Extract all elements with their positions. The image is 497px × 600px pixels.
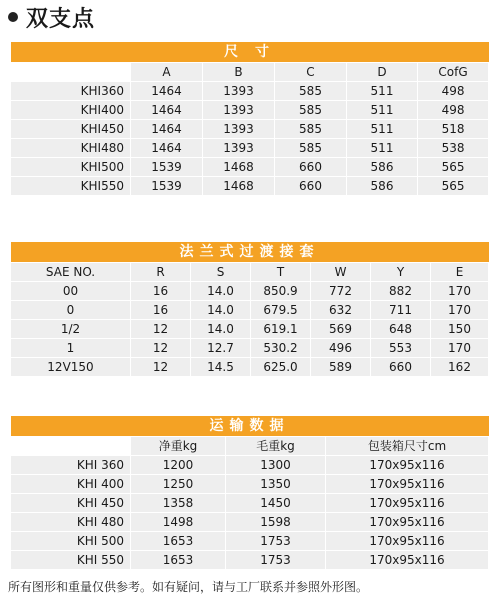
value-cell: 585 xyxy=(275,139,347,158)
value-cell: 882 xyxy=(371,282,431,301)
model-cell: KHI 480 xyxy=(11,513,131,532)
value-cell: 1753 xyxy=(226,532,326,551)
value-cell: 530.2 xyxy=(251,339,311,358)
value-cell: 1200 xyxy=(131,456,226,475)
value-cell: 14.0 xyxy=(191,301,251,320)
value-cell: 12 xyxy=(131,320,191,339)
column-header: W xyxy=(311,263,371,282)
value-cell: 170 xyxy=(431,282,489,301)
value-cell: 511 xyxy=(347,139,418,158)
value-cell: 1393 xyxy=(203,82,275,101)
sae-cell: 00 xyxy=(11,282,131,301)
table-row xyxy=(11,282,489,301)
value-cell: 1468 xyxy=(203,177,275,196)
table-row xyxy=(11,494,489,513)
dimensions-header-row xyxy=(11,63,489,82)
value-cell: 12 xyxy=(131,358,191,377)
value-cell: 498 xyxy=(418,82,489,101)
value-cell: 772 xyxy=(311,282,371,301)
column-header: B xyxy=(203,63,275,82)
value-cell: 660 xyxy=(275,177,347,196)
value-cell: 1753 xyxy=(226,551,326,570)
shipping-title: 运输数据 xyxy=(11,416,489,437)
model-cell: KHI 450 xyxy=(11,494,131,513)
column-header: R xyxy=(131,263,191,282)
value-cell: 498 xyxy=(418,101,489,120)
value-cell: 170x95x116 xyxy=(326,475,489,494)
table-row xyxy=(11,120,489,139)
value-cell: 518 xyxy=(418,120,489,139)
flange-table xyxy=(10,242,489,377)
sae-cell: 1/2 xyxy=(11,320,131,339)
value-cell: 170x95x116 xyxy=(326,513,489,532)
heading-text: 双支点 xyxy=(26,6,96,32)
value-cell: 511 xyxy=(347,82,418,101)
value-cell: 14.5 xyxy=(191,358,251,377)
flange-header-row xyxy=(11,263,489,282)
column-header: 包装箱尺寸cm xyxy=(326,437,489,456)
column-header: Y xyxy=(371,263,431,282)
value-cell: 1539 xyxy=(131,158,203,177)
value-cell: 14.0 xyxy=(191,282,251,301)
table-row xyxy=(11,456,489,475)
model-cell: KHI360 xyxy=(11,82,131,101)
value-cell: 1393 xyxy=(203,139,275,158)
value-cell: 586 xyxy=(347,158,418,177)
value-cell: 170x95x116 xyxy=(326,551,489,570)
table-row xyxy=(11,532,489,551)
column-header: T xyxy=(251,263,311,282)
column-header: C xyxy=(275,63,347,82)
table-row xyxy=(11,358,489,377)
value-cell: 1653 xyxy=(131,551,226,570)
value-cell: 1350 xyxy=(226,475,326,494)
value-cell: 648 xyxy=(371,320,431,339)
value-cell: 1539 xyxy=(131,177,203,196)
shipping-header-row xyxy=(11,437,489,456)
value-cell: 1653 xyxy=(131,532,226,551)
table-row xyxy=(11,301,489,320)
value-cell: 162 xyxy=(431,358,489,377)
column-header: 毛重kg xyxy=(226,437,326,456)
value-cell: 170x95x116 xyxy=(326,494,489,513)
value-cell: 170x95x116 xyxy=(326,532,489,551)
bullet-icon xyxy=(8,12,18,22)
column-header: CofG xyxy=(418,63,489,82)
value-cell: 660 xyxy=(371,358,431,377)
model-cell: KHI 400 xyxy=(11,475,131,494)
sae-cell: 1 xyxy=(11,339,131,358)
model-cell: KHI450 xyxy=(11,120,131,139)
value-cell: 569 xyxy=(311,320,371,339)
value-cell: 511 xyxy=(347,101,418,120)
value-cell: 711 xyxy=(371,301,431,320)
value-cell: 586 xyxy=(347,177,418,196)
table-row xyxy=(11,513,489,532)
footnote: 所有图形和重量仅供参考。如有疑问，请与工厂联系并参照外形图。 xyxy=(8,580,369,594)
table-row xyxy=(11,177,489,196)
value-cell: 619.1 xyxy=(251,320,311,339)
flange-title: 法兰式过渡接套 xyxy=(11,242,489,263)
value-cell: 660 xyxy=(275,158,347,177)
value-cell: 170 xyxy=(431,301,489,320)
value-cell: 1464 xyxy=(131,120,203,139)
column-header: A xyxy=(131,63,203,82)
value-cell: 1598 xyxy=(226,513,326,532)
value-cell: 496 xyxy=(311,339,371,358)
dimensions-title: 尺 寸 xyxy=(11,42,489,63)
model-cell: KHI480 xyxy=(11,139,131,158)
column-header: D xyxy=(347,63,418,82)
model-cell: KHI 500 xyxy=(11,532,131,551)
value-cell: 150 xyxy=(431,320,489,339)
header-blank xyxy=(11,437,131,456)
value-cell: 511 xyxy=(347,120,418,139)
table-row xyxy=(11,101,489,120)
model-cell: KHI550 xyxy=(11,177,131,196)
sae-cell: 12V150 xyxy=(11,358,131,377)
table-row xyxy=(11,475,489,494)
model-cell: KHI 360 xyxy=(11,456,131,475)
value-cell: 170x95x116 xyxy=(326,456,489,475)
value-cell: 1358 xyxy=(131,494,226,513)
dimensions-table xyxy=(10,42,489,196)
value-cell: 850.9 xyxy=(251,282,311,301)
value-cell: 1464 xyxy=(131,82,203,101)
value-cell: 553 xyxy=(371,339,431,358)
value-cell: 1468 xyxy=(203,158,275,177)
table-row xyxy=(11,158,489,177)
value-cell: 170 xyxy=(431,339,489,358)
value-cell: 1498 xyxy=(131,513,226,532)
sae-cell: 0 xyxy=(11,301,131,320)
value-cell: 1393 xyxy=(203,101,275,120)
shipping-table xyxy=(10,416,489,570)
value-cell: 1464 xyxy=(131,139,203,158)
value-cell: 538 xyxy=(418,139,489,158)
value-cell: 1450 xyxy=(226,494,326,513)
value-cell: 585 xyxy=(275,120,347,139)
column-header: S xyxy=(191,263,251,282)
model-cell: KHI 550 xyxy=(11,551,131,570)
value-cell: 12 xyxy=(131,339,191,358)
value-cell: 589 xyxy=(311,358,371,377)
table-row xyxy=(11,339,489,358)
table-row xyxy=(11,82,489,101)
table-row xyxy=(11,551,489,570)
header-blank xyxy=(11,63,131,82)
value-cell: 1250 xyxy=(131,475,226,494)
value-cell: 679.5 xyxy=(251,301,311,320)
value-cell: 12.7 xyxy=(191,339,251,358)
value-cell: 16 xyxy=(131,301,191,320)
value-cell: 585 xyxy=(275,82,347,101)
value-cell: 565 xyxy=(418,177,489,196)
model-cell: KHI500 xyxy=(11,158,131,177)
model-cell: KHI400 xyxy=(11,101,131,120)
column-header: SAE NO. xyxy=(11,263,131,282)
value-cell: 1464 xyxy=(131,101,203,120)
table-row xyxy=(11,320,489,339)
value-cell: 625.0 xyxy=(251,358,311,377)
value-cell: 1300 xyxy=(226,456,326,475)
value-cell: 585 xyxy=(275,101,347,120)
value-cell: 632 xyxy=(311,301,371,320)
column-header: E xyxy=(431,263,489,282)
value-cell: 565 xyxy=(418,158,489,177)
value-cell: 1393 xyxy=(203,120,275,139)
column-header: 净重kg xyxy=(131,437,226,456)
value-cell: 14.0 xyxy=(191,320,251,339)
section-heading xyxy=(2,2,95,32)
value-cell: 16 xyxy=(131,282,191,301)
table-row xyxy=(11,139,489,158)
